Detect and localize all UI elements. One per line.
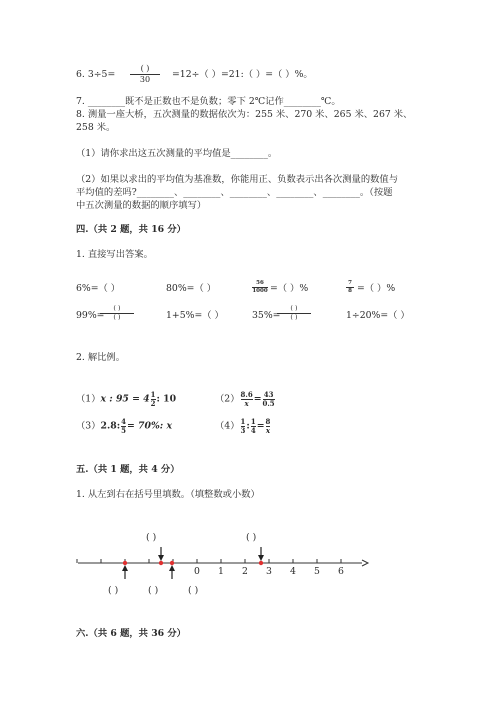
eq1-frac-den: 2 xyxy=(150,399,156,408)
s4-r1-d-fraction xyxy=(346,280,354,294)
s4-r1-c-den: 1000 xyxy=(252,288,268,294)
number-line-ticks xyxy=(77,559,341,563)
s4-r2-c-fraction xyxy=(277,305,311,321)
eq4-den1: 3 xyxy=(240,426,246,435)
tick-label: 2 xyxy=(242,566,248,577)
number-line-labels xyxy=(194,566,344,577)
tick-label: 5 xyxy=(314,566,320,577)
blank-bottom-2: ( ) xyxy=(148,585,159,596)
section6-header: 六.（共 6 题，共 36 分） xyxy=(76,628,186,639)
s4-r2-b: 1+5%=（ ） xyxy=(166,310,224,321)
point-marker xyxy=(259,561,263,565)
eq3-text1: 2.8: xyxy=(100,420,121,432)
arrow-down xyxy=(158,547,164,561)
eq1-text: x : 95 = 4 xyxy=(100,393,150,405)
eq1 xyxy=(76,391,176,407)
eq2-frac2 xyxy=(263,391,275,407)
eq2-den2: 0.5 xyxy=(262,399,275,408)
section4-q2-label: 2. 解比例。 xyxy=(76,352,126,363)
q8-sub2-line3: 中五次测量的数据的顺序填写） xyxy=(76,200,207,211)
eq4-prefix: （4） xyxy=(215,420,240,432)
q6-prefix: 6. 3÷5= xyxy=(76,69,116,80)
s4-r2-c-num: ( ) xyxy=(290,304,298,312)
eq4 xyxy=(215,418,271,434)
eq1-suffix: : 10 xyxy=(156,393,177,405)
q8-line1: 8. 测量一座大桥，五次测量的数据依次为：255 米、270 米、265 米、267 米、 xyxy=(76,109,413,120)
blank-bottom-1: ( ) xyxy=(108,585,119,596)
section5-header: 五.（共 1 题，共 4 分） xyxy=(76,464,180,475)
eq2-num2: 43 xyxy=(263,390,274,399)
arrow-up xyxy=(169,565,175,579)
q6-rest: =12÷（ ）=21:（ ）=（ ）%。 xyxy=(172,69,313,80)
eq3-prefix: （3） xyxy=(76,420,101,432)
s4-r1-d-den: 8 xyxy=(348,288,352,294)
blank-top-2: ( ) xyxy=(246,532,257,543)
eq2-prefix: （2） xyxy=(215,393,240,405)
eq4-frac3 xyxy=(266,418,271,434)
eq4-equals: = xyxy=(256,420,265,432)
s4-r2-a-prefix: 99%= xyxy=(76,310,105,321)
eq1-frac-num: 1 xyxy=(150,390,156,399)
section4-header: 四.（共 2 题，共 16 分） xyxy=(76,224,186,235)
eq3 xyxy=(76,418,172,434)
point-marker xyxy=(123,561,127,565)
point-marker xyxy=(170,561,174,565)
eq2-num1: 8.6 xyxy=(240,390,253,399)
arrow-up xyxy=(122,565,128,579)
q8-sub1: （1）请你求出这五次测量的平均值是________。 xyxy=(76,148,278,159)
tick-label: 4 xyxy=(290,566,296,577)
eq4-frac1 xyxy=(241,418,246,434)
eq4-frac2 xyxy=(251,418,256,434)
eq4-num3: 8 xyxy=(265,417,271,426)
eq4-den2: 4 xyxy=(250,426,256,435)
eq2 xyxy=(215,391,276,407)
arrow-down xyxy=(258,547,264,561)
tick-label: 0 xyxy=(194,566,200,577)
number-line-figure xyxy=(0,520,500,610)
eq4-num1: 1 xyxy=(240,417,246,426)
s4-r1-d-num: 7 xyxy=(348,280,352,286)
tick-label: 3 xyxy=(266,566,272,577)
eq4-den3: x xyxy=(265,426,271,435)
s4-r2-c-den: ( ) xyxy=(290,313,298,321)
tick-label: 6 xyxy=(338,566,344,577)
s4-r1-d-rest: =（ ）% xyxy=(357,283,396,294)
s4-r1-c-num: 56 xyxy=(256,280,264,286)
q8-line2: 258 米。 xyxy=(76,122,116,133)
s4-r2-a-den: ( ) xyxy=(113,313,121,321)
point-marker xyxy=(159,561,163,565)
s4-r2-a-fraction xyxy=(100,305,134,321)
eq3-frac-den: 5 xyxy=(121,426,126,435)
q6-frac-den: 30 xyxy=(139,75,151,84)
eq1-prefix: （1） xyxy=(76,393,101,405)
eq2-equals: = xyxy=(253,393,262,405)
q7-text: 7. ________既不是正数也不是负数；零下 2℃记作________℃。 xyxy=(76,96,341,107)
eq4-colon: : xyxy=(246,420,250,432)
q8-sub2-line2: 平均值的差吗?________、________、________、________、________。（按题 xyxy=(76,187,393,198)
eq4-num2: 1 xyxy=(250,417,256,426)
eq3-frac-num: 4 xyxy=(121,417,126,426)
s4-r2-a-num: ( ) xyxy=(113,304,121,312)
s4-r1-c-fraction xyxy=(252,280,268,294)
section5-q1-label: 1. 从左到右在括号里填数。（填整数或小数） xyxy=(76,489,260,500)
q6-frac-num: ( ) xyxy=(140,64,150,73)
eq2-den1: x xyxy=(244,399,249,408)
blank-top-1: ( ) xyxy=(146,532,157,543)
q8-sub2-line1: （2）如果以求出的平均值为基准数，你能用正、负数表示出各次测量的数值与 xyxy=(76,174,399,185)
section4-q1-label: 1. 直接写出答案。 xyxy=(76,249,153,260)
eq3-text2: = 70%: x xyxy=(127,420,173,432)
q6-fraction xyxy=(130,64,160,84)
s4-r2-d: 1÷20%=（ ） xyxy=(346,310,410,321)
s4-r1-a: 6%=（ ） xyxy=(76,283,121,294)
s4-r2-c-prefix: 35%= xyxy=(252,310,281,321)
eq3-fraction xyxy=(121,418,126,434)
eq2-frac1 xyxy=(241,391,253,407)
s4-r1-b: 80%=（ ） xyxy=(166,283,217,294)
eq1-fraction xyxy=(151,391,156,407)
tick-label: 1 xyxy=(218,566,224,577)
s4-r1-c-rest: =（ ）% xyxy=(270,283,309,294)
blank-bottom-3: ( ) xyxy=(188,585,199,596)
